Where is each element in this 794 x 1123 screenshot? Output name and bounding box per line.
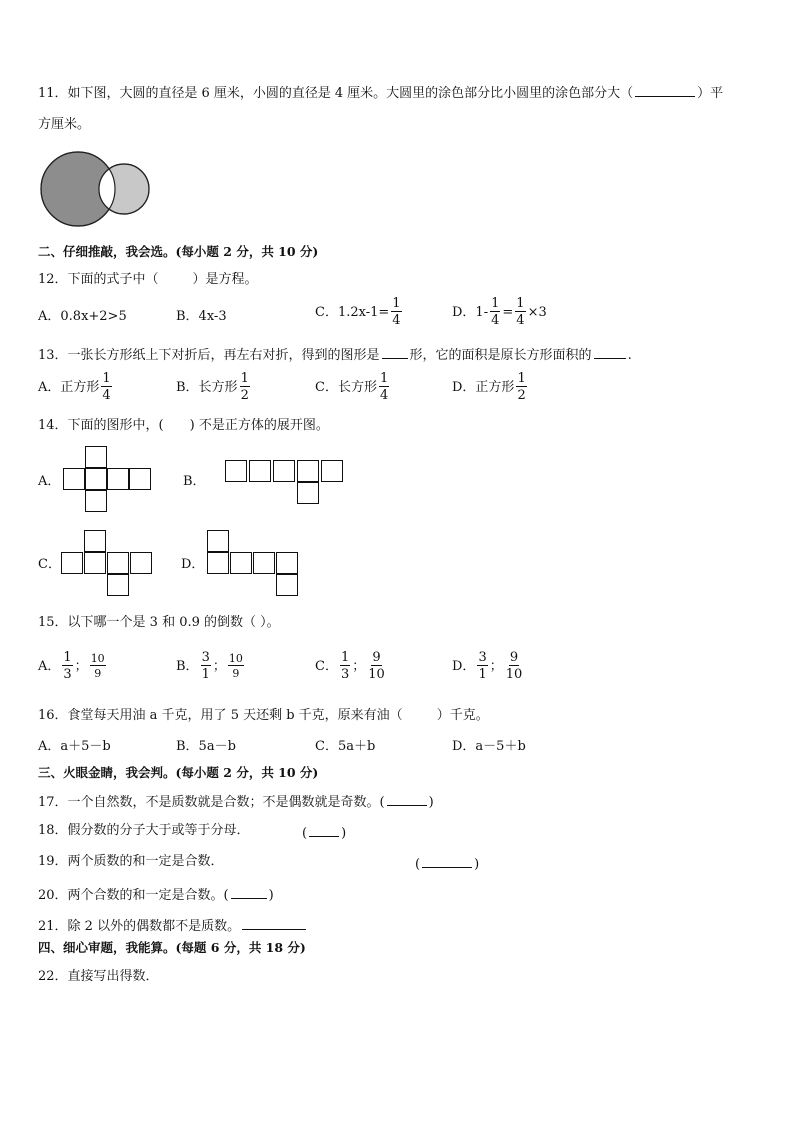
q12-option-a[interactable]: A．0.8x+2>5 xyxy=(38,309,127,324)
q12-option-b[interactable]: B．4x-3 xyxy=(176,309,227,324)
q16-option-b[interactable]: B．5a－b xyxy=(176,739,236,754)
net-cell xyxy=(130,552,152,574)
q13-stem-a: 13．一张长方形纸上下对折后，再左右对折，得到的图形是 xyxy=(38,348,380,363)
q22-stem: 22．直接写出得数． xyxy=(38,969,159,984)
answer-blank[interactable] xyxy=(635,84,695,97)
net-cell xyxy=(273,460,295,482)
fraction: $\frac{10}{9}$ xyxy=(228,652,243,680)
q12-d-text: D．1- xyxy=(452,304,489,320)
q12-stem xyxy=(38,273,258,286)
section-2-heading: 二、仔细推敲，我会选。(每小题 2 分，共 10 分) xyxy=(38,244,319,259)
q12-stem-b: ）是方程。 xyxy=(192,272,258,287)
net-cell xyxy=(84,530,106,552)
fraction: $\frac{9}{10}$ xyxy=(505,650,523,682)
q11-num-4: 4 xyxy=(334,86,344,101)
q13-stem-b: 形，它的面积是原长方形面积的 xyxy=(409,348,592,363)
answer-blank[interactable] xyxy=(382,346,408,359)
net-cell xyxy=(297,482,319,504)
answer-blank[interactable] xyxy=(242,917,306,930)
section-3-heading: 三、火眼金睛，我会判。(每小题 2 分，共 10 分) xyxy=(38,765,319,780)
fraction: $\frac{1}{4}$ xyxy=(516,296,525,328)
section-4-heading: 四、细心审题，我能算。(每题 6 分，共 18 分) xyxy=(38,940,306,955)
q16-option-d[interactable]: D．a－5＋b xyxy=(452,739,526,754)
net-cell xyxy=(276,574,298,596)
net-cell xyxy=(249,460,271,482)
fraction: $\frac{3}{1}$ xyxy=(201,650,210,682)
q13-option-d[interactable]: D．正方形 $\frac{1}{2}$ xyxy=(452,371,526,403)
fraction: $\frac{1}{4}$ xyxy=(491,296,500,328)
q14-option-d-label[interactable]: D． xyxy=(181,557,205,572)
q19-answer: ( ) xyxy=(415,857,480,872)
answer-blank[interactable] xyxy=(309,824,339,837)
fraction: $\frac{1}{2}$ xyxy=(517,371,526,403)
q18-answer: ( ) xyxy=(302,826,347,841)
q13-stem: 13．一张长方形纸上下对折后，再左右对折，得到的图形是 形，它的面积是原长方形面积的 . xyxy=(38,348,632,363)
net-cell xyxy=(85,490,107,512)
q15-option-d[interactable]: D． $\frac{3}{1}$ ； $\frac{9}{10}$ xyxy=(452,650,523,682)
q18: 18．假分数的分子大于或等于分母． xyxy=(38,823,250,838)
net-cell xyxy=(207,530,229,552)
fraction: $\frac{3}{1}$ xyxy=(478,650,487,682)
fraction: $\frac{1}{3}$ xyxy=(63,650,72,682)
q15-option-b[interactable]: B． $\frac{3}{1}$ ； $\frac{10}{9}$ xyxy=(176,650,243,682)
q16-stem-a: 16．食堂每天用油 a 千克，用了 5 天还剩 b 千克，原来有油（ xyxy=(38,708,403,723)
q11-line2: 方厘米。 xyxy=(38,117,91,132)
q16-option-c[interactable]: C．5a＋b xyxy=(315,739,376,754)
net-cell xyxy=(63,468,85,490)
q12-option-c[interactable] xyxy=(315,297,404,327)
net-cell xyxy=(85,468,107,490)
q14-option-b-label[interactable]: B． xyxy=(183,474,206,489)
net-cell xyxy=(129,468,151,490)
answer-blank[interactable] xyxy=(231,886,267,899)
net-cell xyxy=(107,468,129,490)
net-cell xyxy=(107,574,129,596)
answer-blank[interactable] xyxy=(422,855,472,868)
q11-text-a: 11．如下图，大圆的直径是 xyxy=(38,86,198,101)
fraction: $\frac{1}{4}$ xyxy=(392,296,401,328)
net-cell xyxy=(107,552,129,574)
q17: 17．一个自然数，不是质数就是合数；不是偶数就是奇数。( ) xyxy=(38,795,434,810)
answer-blank[interactable] xyxy=(594,346,626,359)
q12-stem-a: 12．下面的式子中（ xyxy=(38,272,159,287)
q13-option-a[interactable]: A．正方形 $\frac{1}{4}$ xyxy=(38,371,111,403)
q14-option-c-label[interactable]: C． xyxy=(38,557,61,572)
net-cell xyxy=(253,552,275,574)
q13-option-c[interactable]: C．长方形 $\frac{1}{4}$ xyxy=(315,371,389,403)
q20: 20．两个合数的和一定是合数。( ) xyxy=(38,888,274,903)
net-cell xyxy=(230,552,252,574)
fraction: $\frac{1}{4}$ xyxy=(102,371,111,403)
q15-stem: 15．以下哪一个是 3 和 0.9 的倒数（ ）。 xyxy=(38,615,280,630)
net-cell xyxy=(276,552,298,574)
net-cell xyxy=(207,552,229,574)
net-cell xyxy=(61,552,83,574)
net-cell xyxy=(297,460,319,482)
answer-blank[interactable] xyxy=(387,793,427,806)
q11-line1 xyxy=(38,84,723,100)
q11-num-6: 6 xyxy=(201,86,210,101)
q11-text-d: ）平 xyxy=(697,86,724,101)
q14-option-a-label[interactable]: A． xyxy=(38,474,61,489)
q19: 19．两个质数的和一定是合数． xyxy=(38,854,224,869)
net-cell xyxy=(84,552,106,574)
q15-option-c[interactable]: C． $\frac{1}{3}$ ； $\frac{9}{10}$ xyxy=(315,650,385,682)
q15-option-a[interactable]: A． $\frac{1}{3}$ ； $\frac{10}{9}$ xyxy=(38,650,105,682)
q13-option-b[interactable]: B．长方形 $\frac{1}{2}$ xyxy=(176,371,249,403)
fraction: $\frac{1}{3}$ xyxy=(340,650,350,682)
q12-c-text: C．1.2x-1= xyxy=(315,304,390,320)
fraction: $\frac{10}{9}$ xyxy=(90,652,105,680)
q14-stem: 14．下面的图形中，( ) 不是正方体的展开图。 xyxy=(38,418,329,433)
q16-stem-b: ）千克。 xyxy=(436,708,489,723)
q21: 21．除 2 以外的偶数都不是质数。 xyxy=(38,917,308,933)
fraction: $\frac{1}{2}$ xyxy=(240,371,249,403)
net-cell xyxy=(85,446,107,468)
fraction: $\frac{1}{4}$ xyxy=(379,371,389,403)
fraction: $\frac{9}{10}$ xyxy=(368,650,385,682)
q16-option-a[interactable]: A．a＋5－b xyxy=(38,739,111,754)
q16-stem xyxy=(38,709,489,722)
q11-text-c: 厘米。大圆里的涂色部分比小圆里的涂色部分大（ xyxy=(347,86,634,101)
q12-option-d[interactable]: D．1- $\frac{1}{4}$ = $\frac{1}{4}$ ×3 xyxy=(452,296,547,328)
q11-text-b: 厘米，小圆的直径是 xyxy=(213,86,331,101)
net-cell xyxy=(321,460,343,482)
circles-figure xyxy=(40,150,155,230)
net-cell xyxy=(225,460,247,482)
